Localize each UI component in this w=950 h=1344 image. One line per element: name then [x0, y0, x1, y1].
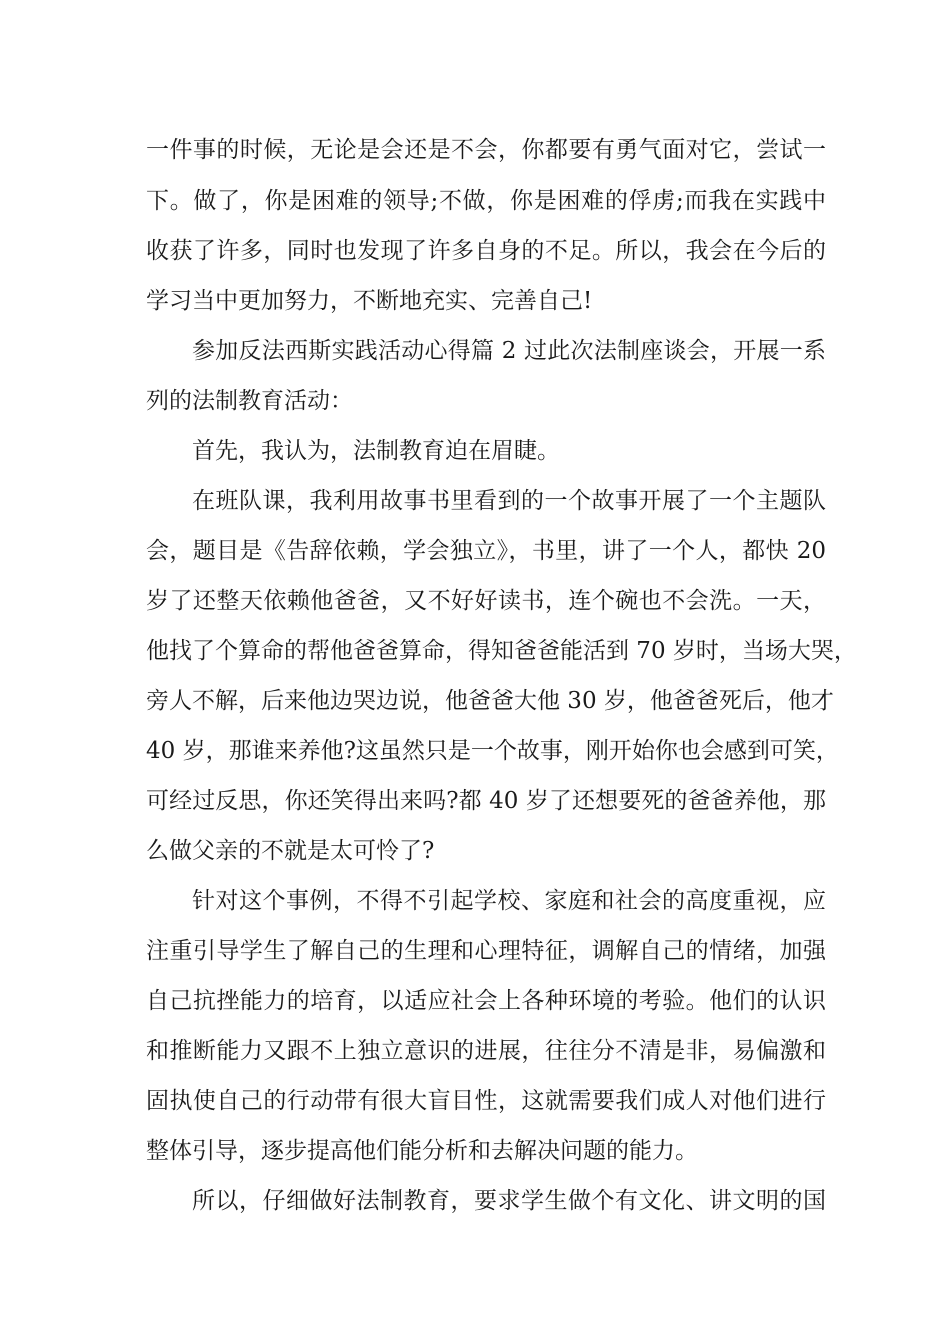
paragraph-start-line: 在班队课，我利用故事书里看到的一个故事开展了一个主题队: [192, 488, 826, 514]
text-line: 会，题目是《告辞依赖，学会独立》，书里，讲了一个人，都快 20: [146, 538, 826, 564]
text-line: 他找了个算命的帮他爸爸算命，得知爸爸能活到 70 岁时，当场大哭，: [146, 638, 857, 664]
text-line: 学习当中更加努力，不断地充实、完善自己!: [146, 288, 593, 314]
text-line: 一件事的时候，无论是会还是不会，你都要有勇气面对它，尝试一: [146, 137, 826, 163]
paragraph-start-line: 针对这个事例，不得不引起学校、家庭和社会的高度重视，应: [192, 888, 826, 914]
text-line: 40 岁，那谁来养他?这虽然只是一个故事，刚开始你也会感到可笑，: [146, 738, 839, 764]
text-line: 整体引导，逐步提高他们能分析和去解决问题的能力。: [146, 1138, 698, 1164]
text-line: 收获了许多，同时也发现了许多自身的不足。所以，我会在今后的: [146, 238, 826, 264]
text-line: 列的法制教育活动：: [146, 388, 353, 414]
paragraph-start-line: 参加反法西斯实践活动心得篇 2 过此次法制座谈会，开展一系: [192, 338, 826, 364]
text-line: 和推断能力又跟不上独立意识的进展，往往分不清是非，易偏激和: [146, 1038, 826, 1064]
text-line: 旁人不解，后来他边哭边说，他爸爸大他 30 岁，他爸爸死后，他才: [146, 688, 834, 714]
paragraph-start-line: 所以，仔细做好法制教育，要求学生做个有文化、讲文明的国: [192, 1188, 826, 1214]
text-line: 自己抗挫能力的培育，以适应社会上各种环境的考验。他们的认识: [146, 988, 826, 1014]
text-line: 下。做了，你是困难的领导;不做，你是困难的俘虏;而我在实践中: [146, 188, 826, 214]
text-line: 注重引导学生了解自己的生理和心理特征，调解自己的情绪，加强: [146, 938, 826, 964]
text-line: 么做父亲的不就是太可怜了?: [146, 838, 435, 864]
text-line: 可经过反思，你还笑得出来吗?都 40 岁了还想要死的爸爸养他，那: [146, 788, 826, 814]
text-line: 固执使自己的行动带有很大盲目性，这就需要我们成人对他们进行: [146, 1088, 826, 1114]
paragraph-start-line: 首先，我认为，法制教育迫在眉睫。: [192, 438, 560, 464]
text-line: 岁了还整天依赖他爸爸，又不好好读书，连个碗也不会洗。一天，: [146, 588, 826, 614]
